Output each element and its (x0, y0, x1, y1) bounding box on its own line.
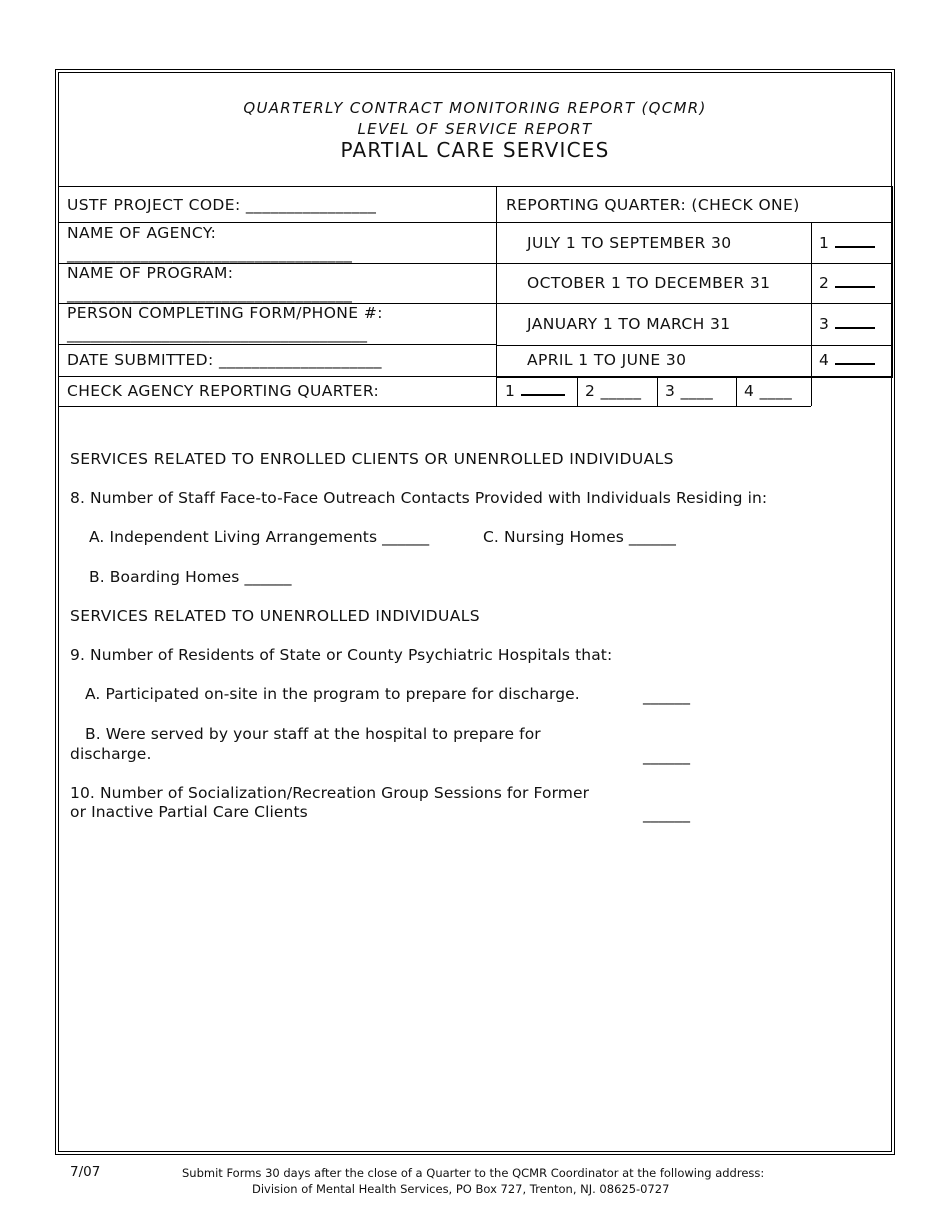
quarter-option-checkbox[interactable] (819, 274, 875, 292)
question-9a-field[interactable]: ______ (643, 687, 691, 705)
quarter-check-line (835, 363, 875, 365)
table-right-line (891, 186, 893, 377)
check-agency-quarter-label: CHECK AGENCY REPORTING QUARTER: (67, 382, 380, 400)
quarter-option-checkbox[interactable] (819, 315, 875, 333)
section-heading-unenrolled: SERVICES RELATED TO UNENROLLED INDIVIDUALS (70, 607, 481, 625)
quarter-option-checkbox[interactable] (819, 351, 875, 369)
agency-quarter-divider (657, 376, 658, 406)
quarter-option-num: 4 (819, 351, 830, 369)
quarter-option-label: JULY 1 TO SEPTEMBER 30 (527, 234, 732, 252)
agency-quarter-1[interactable] (505, 382, 565, 400)
header-line-2: LEVEL OF SERVICE REPORT (357, 120, 593, 138)
quarter-row-line (496, 222, 893, 223)
quarter-row-line (496, 303, 893, 304)
question-10-field[interactable]: ______ (643, 805, 691, 823)
quarter-row-line (496, 376, 893, 378)
table-mid-line (496, 186, 497, 406)
project-code-field[interactable]: USTF PROJECT CODE: ________________ (67, 196, 377, 214)
question-9: 9. Number of Residents of State or County Psychiatric Hospitals that: (70, 646, 613, 664)
section-heading-enrolled: SERVICES RELATED TO ENROLLED CLIENTS OR UNENROLLED INDIVIDUALS (70, 450, 674, 468)
quarter-option-label: OCTOBER 1 TO DECEMBER 31 (527, 274, 771, 292)
question-8c-field[interactable]: C. Nursing Homes ______ (483, 528, 677, 546)
question-8a-field[interactable]: A. Independent Living Arrangements ______ (89, 528, 430, 546)
form-version: 7/07 (70, 1164, 101, 1180)
footer-address: Division of Mental Health Services, PO Box 727, Trenton, NJ. 08625-0727 (252, 1182, 670, 1196)
program-field[interactable]: ___________________________________ (67, 285, 353, 303)
agency-quarter-2[interactable]: 2 _____ (585, 382, 642, 400)
question-9b-line2: discharge. (70, 745, 152, 763)
agency-quarter-divider (736, 376, 737, 406)
agency-label: NAME OF AGENCY: (67, 224, 217, 242)
person-label: PERSON COMPLETING FORM/PHONE #: (67, 304, 383, 322)
table-row-line (58, 344, 496, 345)
agency-quarter-divider (577, 376, 578, 406)
date-submitted-field[interactable]: DATE SUBMITTED: ____________________ (67, 351, 382, 369)
quarter-option-num: 3 (819, 315, 830, 333)
table-left-line (58, 186, 59, 406)
page-title: PARTIAL CARE SERVICES (340, 138, 610, 162)
form-header (58, 72, 892, 187)
table-top-line (58, 186, 893, 187)
agency-quarter-num: 1 (505, 382, 516, 400)
question-9b-line1: B. Were served by your staff at the hospital to prepare for (85, 725, 541, 743)
table-row-line (58, 222, 496, 223)
quarter-option-checkbox[interactable] (819, 234, 875, 252)
agency-field[interactable]: ___________________________________ (67, 245, 353, 263)
agency-quarter-check-line (521, 394, 565, 396)
footer-instructions: Submit Forms 30 days after the close of a Quarter to the QCMR Coordinator at the following address: (182, 1166, 765, 1180)
question-8: 8. Number of Staff Face-to-Face Outreach Contacts Provided with Individuals Residing in: (70, 489, 768, 507)
reporting-quarter-heading: REPORTING QUARTER: (CHECK ONE) (506, 196, 800, 214)
agency-quarter-3[interactable]: 3 ____ (665, 382, 714, 400)
question-9b-field[interactable]: ______ (643, 747, 691, 765)
header-line-1: QUARTERLY CONTRACT MONITORING REPORT (QCMR) (243, 99, 707, 117)
quarter-check-line (835, 286, 875, 288)
quarter-option-num: 1 (819, 234, 830, 252)
quarter-option-label: APRIL 1 TO JUNE 30 (527, 351, 687, 369)
quarter-check-line (835, 327, 875, 329)
quarter-option-num: 2 (819, 274, 830, 292)
quarter-row-line (496, 263, 893, 264)
quarter-row-line (496, 345, 893, 346)
question-8b-field[interactable]: B. Boarding Homes ______ (89, 568, 292, 586)
agency-quarter-4[interactable]: 4 ____ (744, 382, 793, 400)
question-10-line1: 10. Number of Socialization/Recreation Group Sessions for Former (70, 784, 590, 802)
quarter-num-col-line (811, 222, 812, 406)
person-phone-field[interactable]: ______________________________________ (67, 325, 368, 343)
table-bottom-line (58, 406, 811, 407)
quarter-check-line (835, 246, 875, 248)
table-row-line (58, 376, 496, 377)
question-9a: A. Participated on-site in the program to prepare for discharge. (85, 685, 580, 703)
program-label: NAME OF PROGRAM: (67, 264, 234, 282)
quarter-option-label: JANUARY 1 TO MARCH 31 (527, 315, 731, 333)
question-10-line2: or Inactive Partial Care Clients (70, 803, 308, 821)
